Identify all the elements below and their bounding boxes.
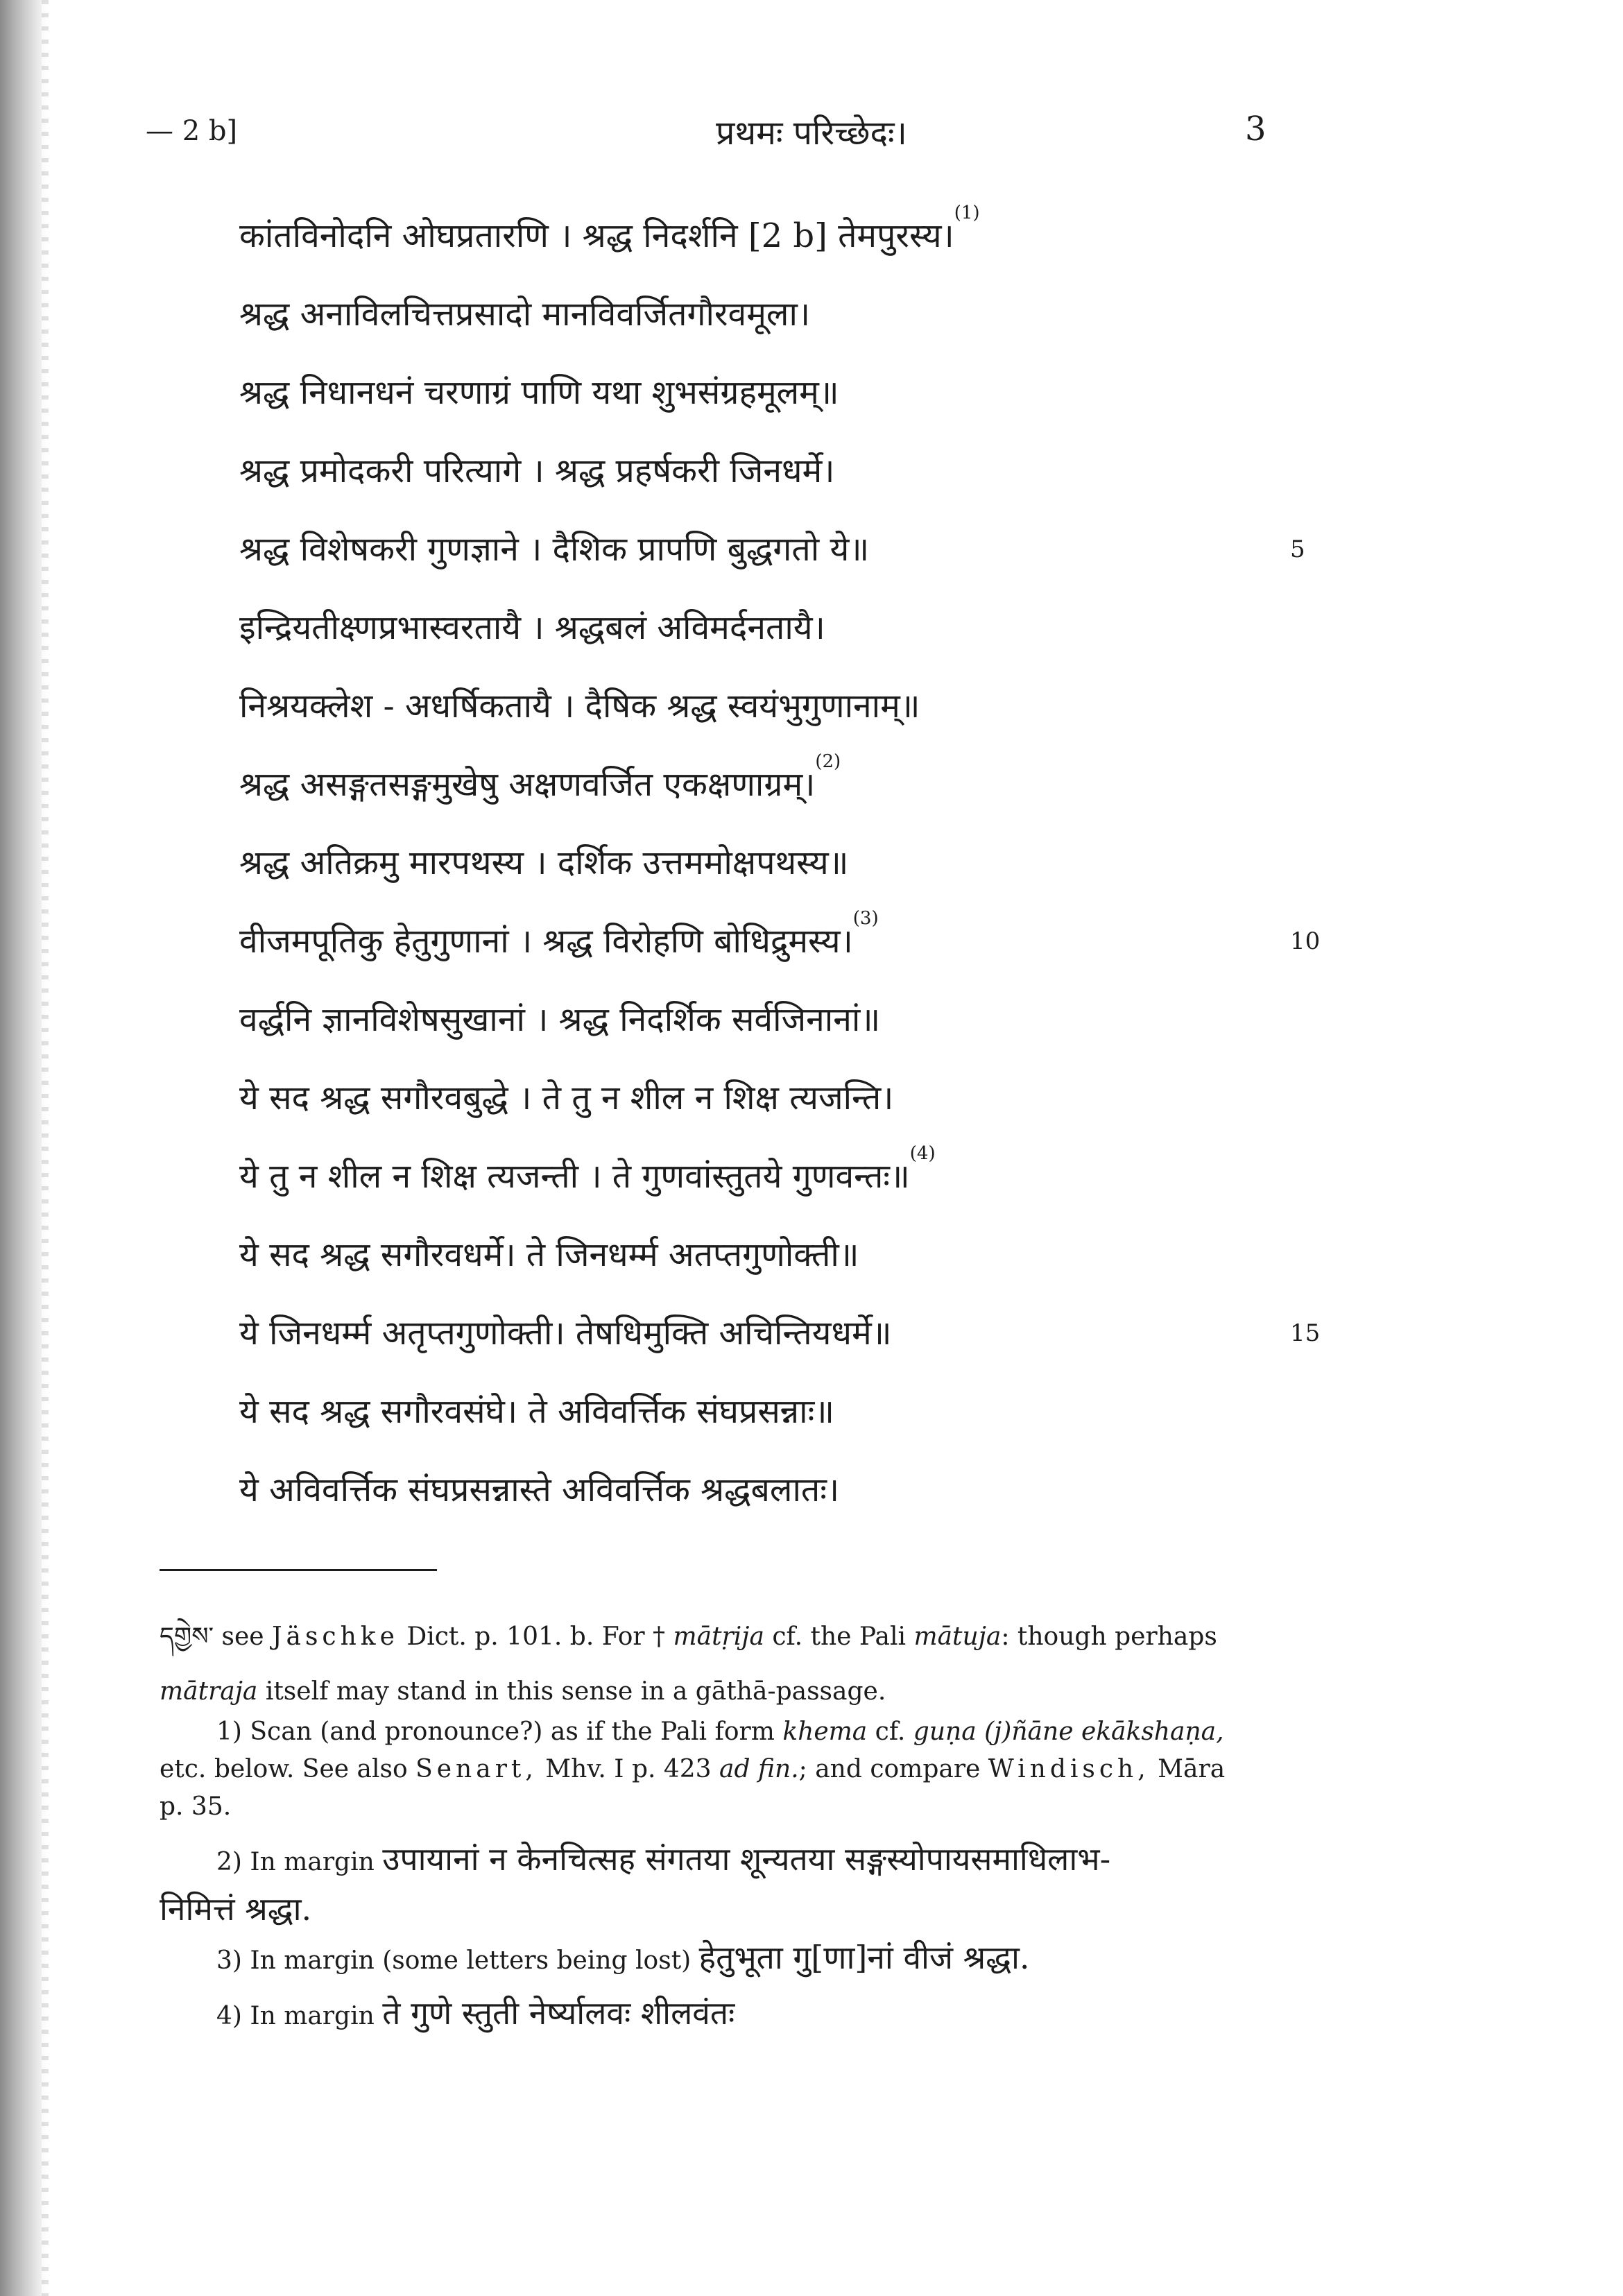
tibetan-word: དགྱེས་ bbox=[160, 1622, 214, 1651]
footnote-1-line1: 1) Scan (and pronounce?) as if the Pali form khema cf. guṇa (j)ñāne ekākshaṇa, bbox=[216, 1717, 1224, 1746]
footnote-marker[interactable]: (2) bbox=[815, 751, 841, 772]
author-windisch: Windisch, bbox=[988, 1755, 1150, 1783]
verse-text: श्रद्ध असङ्गतसङ्गमुखेषु अक्षणवर्जित एकक्षणाग्रम्। bbox=[239, 765, 816, 804]
footnote-marker[interactable]: (1) bbox=[954, 203, 980, 223]
verse-line bbox=[239, 203, 1280, 264]
margin-note-sanskrit: उपायानां न केनचित्सह संगतया शून्यतया सङ्गस्योपायसमाधिलाभ- bbox=[382, 1840, 1111, 1878]
verse-text: कांतविनोदनि ओघप्रतारणि । श्रद्ध निदर्शनि [2 b] तेमपुरस्य। bbox=[239, 216, 954, 255]
footnote-1-line3: p. 35. bbox=[160, 1792, 232, 1821]
running-title: प्रथमः परिच्छेदः। bbox=[716, 114, 907, 153]
verse-text: वीजमपूतिकु हेतुगुणानां । श्रद्ध विरोहणि बोधिद्रुमस्य। bbox=[239, 922, 853, 961]
page-header bbox=[0, 110, 1623, 165]
footnote-2-line1: 2) In margin उपायानां न केनचित्सह संगतया शून्यतया सङ्गस्योपायसमाधिलाभ- bbox=[216, 1840, 1111, 1878]
verse-line: श्रद्ध अतिक्रमु मारपथस्य । दर्शिक उत्तममोक्षपथस्य॥ bbox=[239, 843, 849, 882]
verse-line: श्रद्ध प्रमोदकरी परित्यागे । श्रद्ध प्रहर्षकरी जिनधर्मे। bbox=[239, 452, 835, 490]
section-marker: — 2 b] bbox=[146, 115, 238, 147]
footnote-separator bbox=[160, 1569, 437, 1571]
line-number: 5 bbox=[1290, 536, 1305, 563]
margin-note-sanskrit: हेतुभूता गु[णा]नां वीजं श्रद्धा. bbox=[698, 1939, 1030, 1976]
author-senart: Senart, bbox=[415, 1755, 538, 1783]
verse-text: ये तु न शील न शिक्ष त्यजन्ती । ते गुणवांस्तुतये गुणवन्तः॥ bbox=[239, 1157, 910, 1196]
verse-line bbox=[239, 1143, 1280, 1204]
verse-line: वर्द्धनि ज्ञानविशेषसुखानां । श्रद्ध निदर्शिक सर्वजिनानां॥ bbox=[239, 1000, 881, 1039]
verse-line: निश्रयक्लेश - अधर्षिकतायै । दैषिक श्रद्ध स्वयंभुगुणानाम्॥ bbox=[239, 687, 920, 726]
verse-line bbox=[239, 908, 1280, 969]
footnote-2-line2: निमित्तं श्रद्धा. bbox=[160, 1890, 312, 1928]
scan-edge-specks bbox=[42, 0, 49, 2296]
margin-note-sanskrit: ते गुणे स्तुती नेर्ष्यालवः शीलवंतः bbox=[382, 1994, 735, 2032]
footnote-marker[interactable]: (4) bbox=[909, 1143, 936, 1164]
page-number: 3 bbox=[1245, 110, 1266, 148]
verse-line: इन्द्रियतीक्ष्णप्रभास्वरतायै । श्रद्धबलं अविमर्दनतायै। bbox=[239, 608, 825, 647]
line-number: 15 bbox=[1290, 1319, 1321, 1347]
verse-line: ये अविवर्त्तिक संघप्रसन्नास्ते अविवर्त्तिक श्रद्धबलातः। bbox=[239, 1471, 840, 1509]
author-jaschke: Jäschke bbox=[272, 1622, 399, 1651]
verse-line: श्रद्ध निधानधनं चरणाग्रं पाणि यथा शुभसंग्रहमूलम्॥ bbox=[239, 373, 839, 412]
verse-line: श्रद्ध विशेषकरी गुणज्ञाने । दैशिक प्रापणि बुद्धगतो ये॥ bbox=[239, 530, 870, 569]
verse-line bbox=[239, 751, 1280, 812]
footnote-marker[interactable]: (3) bbox=[852, 908, 879, 929]
footnote-1-line2: etc. below. See also Senart, Mhv. I p. 423 ad fin.; and compare Windisch, Māra bbox=[160, 1755, 1226, 1783]
footnote-intro-line1: དགྱེས་ see Jäschke Dict. p. 101. b. For † mātṛija cf. the Pali mātuja: though perhaps bbox=[160, 1622, 1217, 1651]
footnote-3: 3) In margin (some letters being lost) हेतुभूता गु[णा]नां वीजं श्रद्धा. bbox=[216, 1939, 1030, 1976]
verse-line: श्रद्ध अनाविलचित्तप्रसादो मानविवर्जितगौरवमूला। bbox=[239, 295, 811, 334]
footnote-intro-line2: mātraja itself may stand in this sense in a gāthā-passage. bbox=[160, 1677, 886, 1706]
verse-line: ये जिनधर्म्म अतृप्तगुणोक्ती। तेषधिमुक्ति अचिन्तियधर्मे॥ bbox=[239, 1314, 892, 1353]
footnote-4: 4) In margin ते गुणे स्तुती नेर्ष्यालवः शीलवंतः bbox=[216, 1994, 735, 2032]
verse-line: ये सद श्रद्ध सगौरवधर्मे। ते जिनधर्म्म अतप्तगुणोक्ती॥ bbox=[239, 1235, 859, 1274]
verse-line: ये सद श्रद्ध सगौरवबुद्धे । ते तु न शील न शिक्ष त्यजन्ति। bbox=[239, 1079, 894, 1117]
verse-line: ये सद श्रद्ध सगौरवसंघे। ते अविवर्त्तिक संघप्रसन्नाः॥ bbox=[239, 1392, 835, 1431]
line-number: 10 bbox=[1290, 927, 1321, 955]
